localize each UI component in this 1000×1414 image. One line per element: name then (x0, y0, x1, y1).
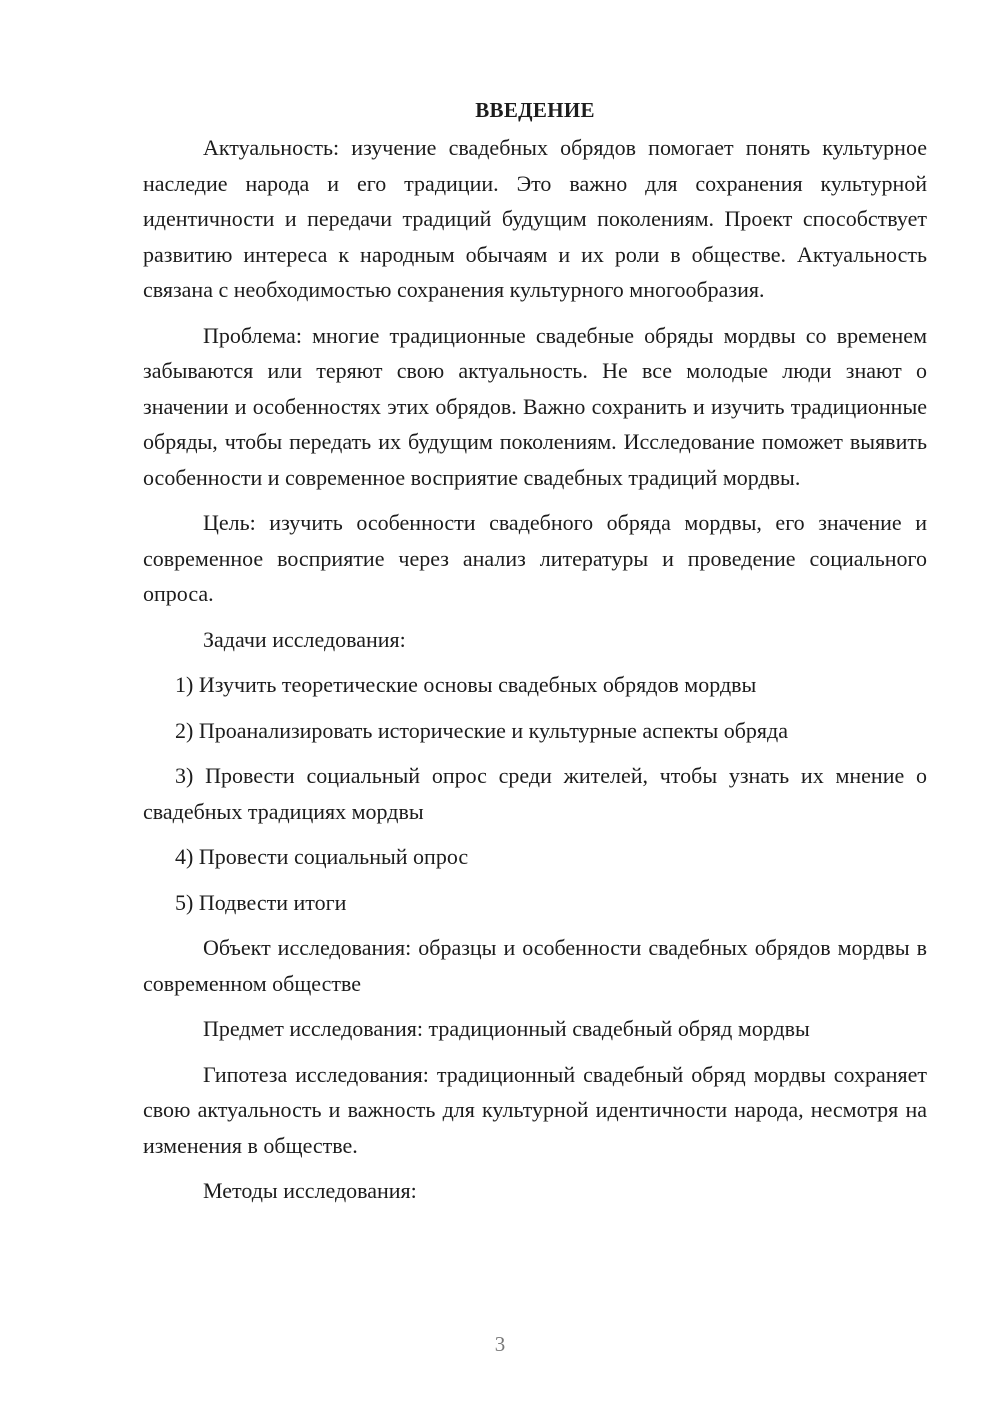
task-item-1: 1) Изучить теоретические основы свадебных обрядов мордвы (175, 672, 757, 697)
task-item-5: 5) Подвести итоги (175, 889, 347, 915)
page-number: 3 (494, 1332, 506, 1356)
section-title: ВВЕДЕНИЕ (475, 98, 595, 122)
relevance-paragraph: Актуальность: изучение свадебных обрядов помогает понять культурное наследие народа и его традиции. Это важно для сохранения культурной идентичности и передачи традиций будущим поколениям. Проект способствует развитию интереса к народным обычаям и их роли в обществе. Актуальность связана с необходимостью сохранения культурного многообразия. (143, 135, 927, 302)
goal-paragraph: Цель: изучить особенности свадебного обряда мордвы, его значение и современное восприятие через анализ литературы и проведение социального опроса. (143, 510, 927, 606)
tasks-heading: Задачи исследования: (203, 626, 406, 652)
problem-paragraph: Проблема: многие традиционные свадебные обряды мордвы со временем забываются или теряют свою актуальность. Не все молодые люди знают о значении и особенностях этих обрядов. Важно сохранить и изучить традиционные обряды, чтобы передать их будущим поколениям. Исследование поможет выявить особенности и современное восприятие свадебных традиций мордвы. (143, 322, 927, 490)
methods-heading: Методы исследования: (203, 1178, 417, 1203)
task-item-3: 3) Провести социальный опрос среди жителей, чтобы узнать их мнение о свадебных традициях мордвы (143, 763, 927, 824)
subject-paragraph: Предмет исследования: традиционный свадебный обряд мордвы (203, 1016, 810, 1041)
object-paragraph: Объект исследования: образцы и особенности свадебных обрядов мордвы в современном обществе (143, 935, 927, 996)
task-item-2: 2) Проанализировать исторические и культурные аспекты обряда (175, 717, 789, 743)
text-body (143, 93, 927, 1219)
hypothesis-paragraph: Гипотеза исследования: традиционный свадебный обряд мордвы сохраняет свою актуальность и важность для культурной идентичности народа, несмотря на изменения в обществе. (143, 1061, 927, 1158)
task-item-4: 4) Провести социальный опрос (175, 844, 469, 869)
